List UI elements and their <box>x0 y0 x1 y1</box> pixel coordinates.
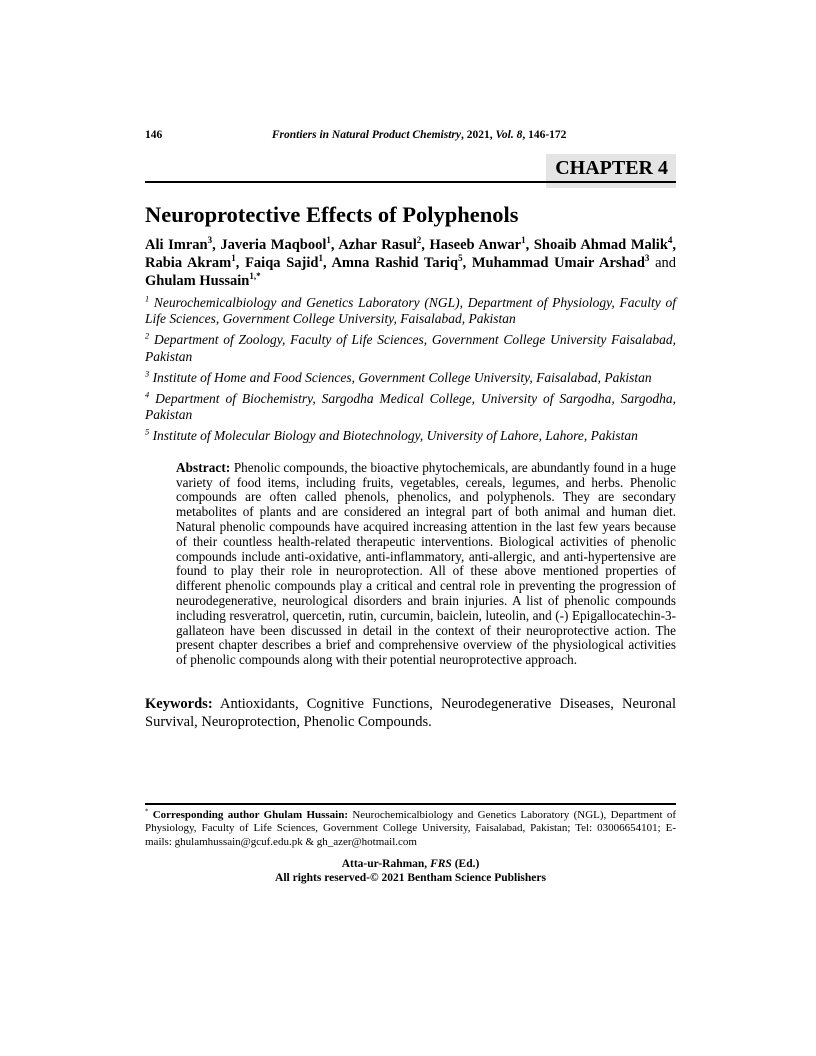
author-affiliation-ref: 4 <box>667 235 673 246</box>
corresponding-author-note <box>145 809 676 850</box>
chapter-band <box>145 154 676 188</box>
footnote-rule <box>145 803 676 805</box>
rights-line: All rights reserved-© 2021 Bentham Science Publishers <box>275 872 546 885</box>
authors-connector: and <box>649 254 677 271</box>
keywords-label: Keywords: <box>145 696 213 713</box>
author-affiliation-ref: 1 <box>326 235 331 246</box>
running-head-segment: Vol. 8 <box>495 129 523 141</box>
footnote-body: Neurochemicalbiology and Genetics Laboratory (NGL), Department of Physiology, Faculty of Life Sciences, Government College University, Faisalabad, Pakistan; Tel: 03006654101; E-mails: ghulamhussain@gcuf.edu.pk & gh_azer@hotmail.com <box>145 808 676 848</box>
author: Ali Imran$^3$ <box>145 235 213 253</box>
author: Shoaib Ahmad Malik$^4$ <box>533 235 673 253</box>
keywords-text: Antioxidants, Cognitive Functions, Neurodegenerative Diseases, Neuronal Survival, Neuroprotection, Phenolic Compounds. <box>145 696 676 730</box>
author: Rabia Akram$^1$ <box>145 252 236 271</box>
affiliation-ref: 5 <box>145 427 150 437</box>
author-affiliation-ref: 1,* <box>249 270 261 281</box>
author-affiliation-ref: 2 <box>416 235 422 246</box>
editor-line-segment: (Ed.) <box>451 858 480 871</box>
page-header <box>145 128 676 142</box>
footnote-marker: * <box>145 807 149 815</box>
editor-line-segment: FRS <box>430 858 452 871</box>
running-head-segment: , 146-172 <box>522 129 567 141</box>
author-affiliation-ref: 5 <box>458 252 463 263</box>
author: Azhar Rasul$^2$ <box>338 235 422 253</box>
affiliation-ref: 2 <box>145 331 150 341</box>
affiliation-ref: 3 <box>145 369 150 379</box>
page-number: 146 <box>145 129 163 141</box>
affiliation-ref: 4 <box>145 390 150 400</box>
affiliation: $^1$ Neurochemicalbiology and Genetics Laboratory (NGL), Department of Physiology, Faculty of Life Sciences, Government College University, Faisalabad, Pakistan <box>145 294 676 327</box>
author: Ghulam Hussain$^{1,*}$ <box>145 270 261 289</box>
authors-line: Ali Imran$^3$, Javeria Maqbool$^1$, Azhar Rasul$^2$, Haseeb Anwar$^1$, Shoaib Ahmad Malik$^4$, Rabia Akram$^1$, Faiqa Sajid$^1$, Amna Rashid Tariq$^5$, Muhammad Umair Arshad$^3$ and Ghulam Hussain$^{1,*}$ <box>145 235 677 289</box>
running-head-segment: Frontiers in Natural Product Chemistry <box>271 129 461 141</box>
abstract-label: Abstract: <box>176 459 231 475</box>
author-affiliation-ref: 3 <box>644 252 650 263</box>
author: Faiqa Sajid$^1$ <box>245 252 323 271</box>
author-affiliation-ref: 3 <box>207 235 213 246</box>
running-head <box>162 128 676 142</box>
affiliation: $^3$ Institute of Home and Food Sciences, Government College University, Faisalabad, Pakistan <box>145 369 652 385</box>
author-affiliation-ref: 1 <box>521 235 526 246</box>
publisher-footer <box>145 857 676 885</box>
editor-line <box>145 857 676 871</box>
author: Muhammad Umair Arshad$^3$ <box>471 252 650 271</box>
keywords <box>145 696 676 731</box>
running-head-segment: , 2021, <box>460 129 496 141</box>
affiliation-ref: 1 <box>145 294 150 304</box>
affiliation: $^4$ Department of Biochemistry, Sargodha Medical College, University of Sargodha, Sargodha, Pakistan <box>145 390 676 423</box>
affiliation: $^2$ Department of Zoology, Faculty of Life Sciences, Government College University Faisalabad, Pakistan <box>145 331 676 364</box>
author: Haseeb Anwar$^1$ <box>429 235 526 253</box>
chapter-title: Neuroprotective Effects of Polyphenols <box>145 202 519 227</box>
author: Amna Rashid Tariq$^5$ <box>331 252 463 271</box>
footnote-label: Corresponding author Ghulam Hussain: <box>152 808 349 821</box>
author-affiliation-ref: 1 <box>231 252 236 263</box>
chapter-label: CHAPTER 4 <box>546 154 676 188</box>
abstract <box>176 461 676 668</box>
footnote-block <box>145 803 676 849</box>
affiliations-list <box>145 295 676 445</box>
chapter-rule <box>145 181 676 184</box>
affiliation: $^5$ Institute of Molecular Biology and Biotechnology, University of Lahore, Lahore, Pakistan <box>145 427 638 444</box>
editor-line-segment: Atta-ur-Rahman, <box>341 858 431 871</box>
author-affiliation-ref: 1 <box>318 252 323 263</box>
abstract-text: Phenolic compounds, the bioactive phytochemicals, are abundantly found in a huge variety of food items, including fruits, vegetables, cereals, legumes, and herbs. Phenolic compounds are often called phenols, phenolics, and polyphenols. They are secondary metabolites of plants and are considered an integral part of both animal and human diet. Natural phenolic compounds have acquired increasing attention in the last few years because of their countless health-related therapeutic interventions. Biological activities of phenolic compounds include anti-oxidative, anti-inflammatory, anti-allergic, and anti-hypertensive are found to play their role in neuroprotection. All of these above mentioned properties of different phenolic compounds play a critical and central role in preventing the progression of neurodegenerative, neurological disorders and brain injuries. A list of phenolic compounds including resveratrol, quercetin, rutin, curcumin, baiclein, luteolin, and (-) Epigallocatechin-3-gallateon have been discussed in detail in the context of their neuroprotective action. The present chapter describes a brief and comprehensive overview of the physiological activities of phenolic compounds along with their potential neuroprotective approach. <box>176 459 677 668</box>
author: Javeria Maqbool$^1$ <box>220 235 331 253</box>
